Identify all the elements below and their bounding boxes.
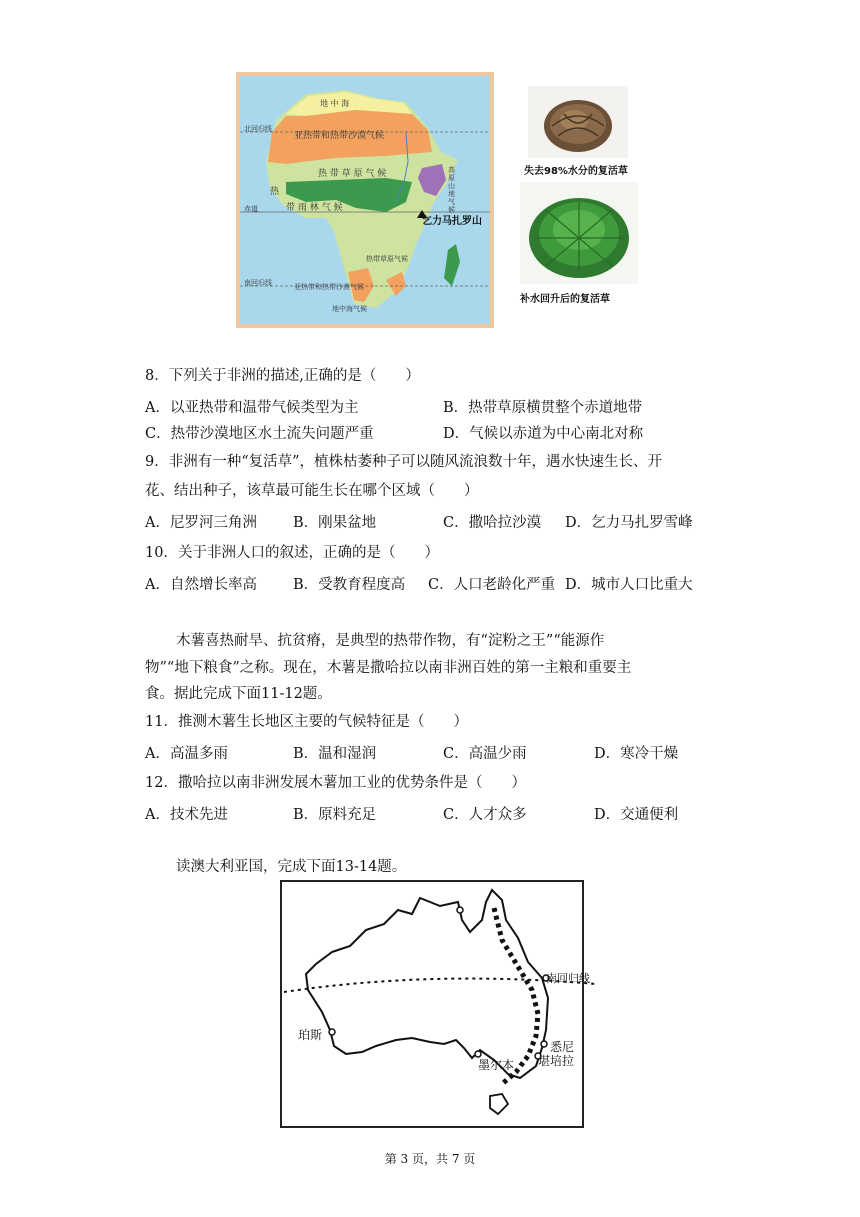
question-8-option-a: A．以亚热带和温带气候类型为主: [145, 400, 359, 416]
label-melbourne: 墨尔本: [478, 1058, 515, 1072]
label-tropic-cancer: 北回归线: [244, 125, 272, 133]
question-12-option-c: C．人才众多: [443, 807, 527, 823]
question-11-option-d: D．寒冷干燥: [594, 746, 679, 762]
dry-plant-caption: 失去98%水分的复活草: [524, 166, 628, 177]
australia-map: [280, 880, 596, 1130]
question-9-option-c: C．撒哈拉沙漠: [443, 515, 542, 531]
label-equator: 赤道: [244, 205, 258, 213]
dry-plant-icon: [528, 86, 628, 158]
question-11-stem: 11．推测木薯生长地区主要的气候特征是（ ）: [145, 714, 468, 730]
question-9-option-b: B．刚果盆地: [293, 515, 377, 531]
africa-climate-map: [236, 72, 494, 328]
question-8-option-d: D．气候以赤道为中心南北对称: [443, 426, 644, 442]
label-perth: 珀斯: [298, 1028, 323, 1042]
label-desert-north: 亚热带和热带沙漠气候: [294, 131, 385, 141]
label-sydney: 悉尼: [550, 1040, 575, 1054]
australia-map-svg: [280, 880, 596, 1130]
question-11-option-a: A．高温多雨: [145, 746, 228, 762]
label-rainforest-2: 带 雨 林 气 候: [286, 203, 343, 213]
page-footer: 第 3 页，共 7 页: [384, 1152, 476, 1166]
darwin-marker-icon: [457, 907, 463, 913]
label-highland: 高原山地气候: [448, 166, 455, 214]
dry-plant-image: [528, 86, 628, 158]
question-8-stem: 8．下列关于非洲的描述,正确的是（ ）: [145, 368, 420, 384]
label-desert-south: 亚热带和热带沙漠气候: [294, 283, 364, 291]
passage-line-2: 物”“地下粮食”之称。现在，木薯是撒哈拉以南非洲百姓的第一主粮和重要主: [145, 660, 632, 676]
question-9-option-d: D．乞力马扎罗雪峰: [565, 515, 693, 531]
question-12-option-a: A．技术先进: [145, 807, 228, 823]
australia-intro: 读澳大利亚国，完成下面13-14题。: [176, 859, 407, 875]
passage-line-1: 木薯喜热耐旱、抗贫瘠，是典型的热带作物，有“淀粉之王”“能源作: [176, 633, 605, 649]
label-savanna-north: 热 带 草 原 气 候: [318, 169, 387, 179]
question-12-option-b: B．原料充足: [293, 807, 377, 823]
label-mediterranean-north: 地 中 海: [320, 99, 350, 108]
label-canberra: 堪培拉: [538, 1054, 575, 1068]
label-kilimanjaro: 乞力马扎罗山: [422, 216, 482, 227]
question-9-stem-line2: 花、结出种子，该草最可能生长在哪个区域（ ）: [145, 483, 479, 499]
label-tropic: 南回归线: [546, 972, 590, 985]
question-10-option-a: A．自然增长率高: [145, 577, 257, 593]
perth-marker-icon: [329, 1029, 335, 1035]
question-9-stem-line1: 9．非洲有一种“复活草”，植株枯萎种子可以随风流浪数十年，遇水快速生长、开: [145, 454, 663, 470]
question-12-stem: 12．撒哈拉以南非洲发展木薯加工业的优势条件是（ ）: [145, 775, 526, 791]
question-10-option-c: C．人口老龄化严重: [428, 577, 556, 593]
question-11-option-c: C．高温少雨: [443, 746, 527, 762]
question-8-option-c: C．热带沙漠地区水土流失问题严重: [145, 426, 374, 442]
wet-plant-caption: 补水回升后的复活草: [520, 294, 610, 305]
question-11-option-b: B．温和湿润: [293, 746, 377, 762]
question-10-option-b: B．受教育程度高: [293, 577, 406, 593]
question-8-option-b: B．热带草原横贯整个赤道地带: [443, 400, 643, 416]
label-mediterranean-south: 地中海气候: [332, 305, 367, 313]
question-12-option-d: D．交通便利: [594, 807, 679, 823]
question-10-option-d: D．城市人口比重大: [565, 577, 693, 593]
label-rainforest-1: 热: [270, 187, 280, 197]
wet-plant-icon: [520, 182, 638, 284]
wet-plant-image: [520, 182, 638, 284]
sydney-marker-icon: [541, 1041, 547, 1047]
question-10-stem: 10．关于非洲人口的叙述，正确的是（ ）: [145, 545, 439, 561]
label-savanna-south: 热带草原气候: [366, 255, 408, 263]
passage-line-3: 食。据此完成下面11-12题。: [145, 686, 332, 702]
label-tropic-capricorn: 南回归线: [244, 279, 272, 287]
question-9-option-a: A．尼罗河三角洲: [145, 515, 257, 531]
